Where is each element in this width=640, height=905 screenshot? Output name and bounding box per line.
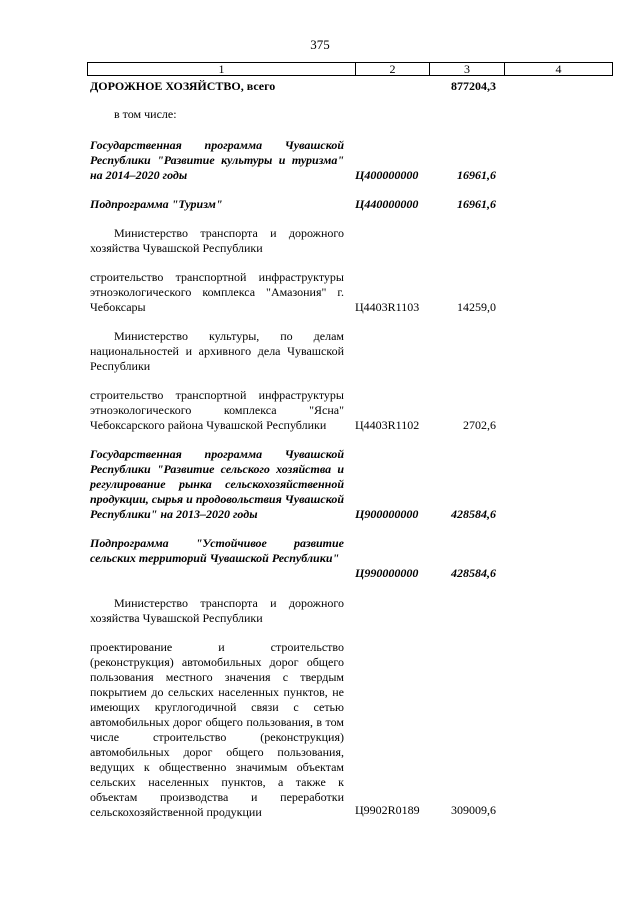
row-7-name: строительство транспортной инфраструктуры этноэкологического комплекса "Ясна" Чебоксарского района Чувашской Республики bbox=[90, 388, 344, 432]
row-8-name: Государственная программа Чувашской Республики "Развитие сельского хозяйства и регулирование рынка сельскохозяйственной продукции, сырья и продовольствия Чувашской Республики" на 2013–2020 годы bbox=[90, 447, 344, 521]
page-number: 375 bbox=[310, 37, 330, 52]
table-header bbox=[87, 62, 613, 76]
row-4-name: Министерство транспорта и дорожного хозяйства Чувашской Республики bbox=[90, 226, 344, 255]
row-5-name: строительство транспортной инфраструктуры этноэкологического комплекса "Амазония" г. Чебоксары bbox=[90, 270, 344, 314]
row-7-amount: 2702,6 bbox=[463, 418, 496, 432]
column-header-3: 3 bbox=[430, 63, 505, 76]
column-header-2: 2 bbox=[356, 63, 430, 76]
row-6-name: Министерство культуры, по делам национальностей и архивного дела Чувашской Республики bbox=[90, 329, 344, 373]
row-9-code: Ц990000000 bbox=[355, 566, 419, 580]
row-3-code: Ц440000000 bbox=[355, 197, 419, 211]
row-9-amount: 428584,6 bbox=[451, 566, 496, 580]
row-1-name: в том числе: bbox=[114, 107, 177, 121]
row-7-code: Ц4403R1102 bbox=[355, 418, 420, 432]
row-0-name: ДОРОЖНОЕ ХОЗЯЙСТВО, всего bbox=[90, 79, 276, 93]
row-5-amount: 14259,0 bbox=[457, 300, 496, 314]
row-2-name: Государственная программа Чувашской Республики "Развитие культуры и туризма" на 2014–2020 годы bbox=[90, 138, 344, 182]
row-0-amount: 877204,3 bbox=[451, 79, 496, 93]
row-9-name: Подпрограмма "Устойчивое развитие сельских территорий Чувашской Республики" bbox=[90, 536, 344, 565]
row-3-name: Подпрограмма "Туризм" bbox=[90, 197, 223, 211]
row-5-code: Ц4403R1103 bbox=[355, 300, 420, 314]
column-header-1: 1 bbox=[88, 63, 356, 76]
row-8-code: Ц900000000 bbox=[355, 507, 419, 521]
row-2-code: Ц400000000 bbox=[355, 168, 419, 182]
row-11-amount: 309009,6 bbox=[451, 803, 496, 817]
row-11-code: Ц9902R0189 bbox=[355, 803, 420, 817]
row-8-amount: 428584,6 bbox=[451, 507, 496, 521]
column-header-4: 4 bbox=[505, 63, 613, 76]
row-11-name: проектирование и строительство (реконструкция) автомобильных дорог общего пользования местного значения с твердым покрытием до сельских населенных пунктов, не имеющих круглогодичной связи с сетью автомобильных дорог общего пользования, в том числе строительство (реконструкция) автомобильных дорог общего пользования, ведущих к общественно значимым объектам сельских населенных пунктов, а также к объектам производства и переработки сельскохозяйственной продукции bbox=[90, 640, 344, 819]
row-10-name: Министерство транспорта и дорожного хозяйства Чувашской Республики bbox=[90, 596, 344, 625]
row-3-amount: 16961,6 bbox=[457, 197, 496, 211]
row-2-amount: 16961,6 bbox=[457, 168, 496, 182]
